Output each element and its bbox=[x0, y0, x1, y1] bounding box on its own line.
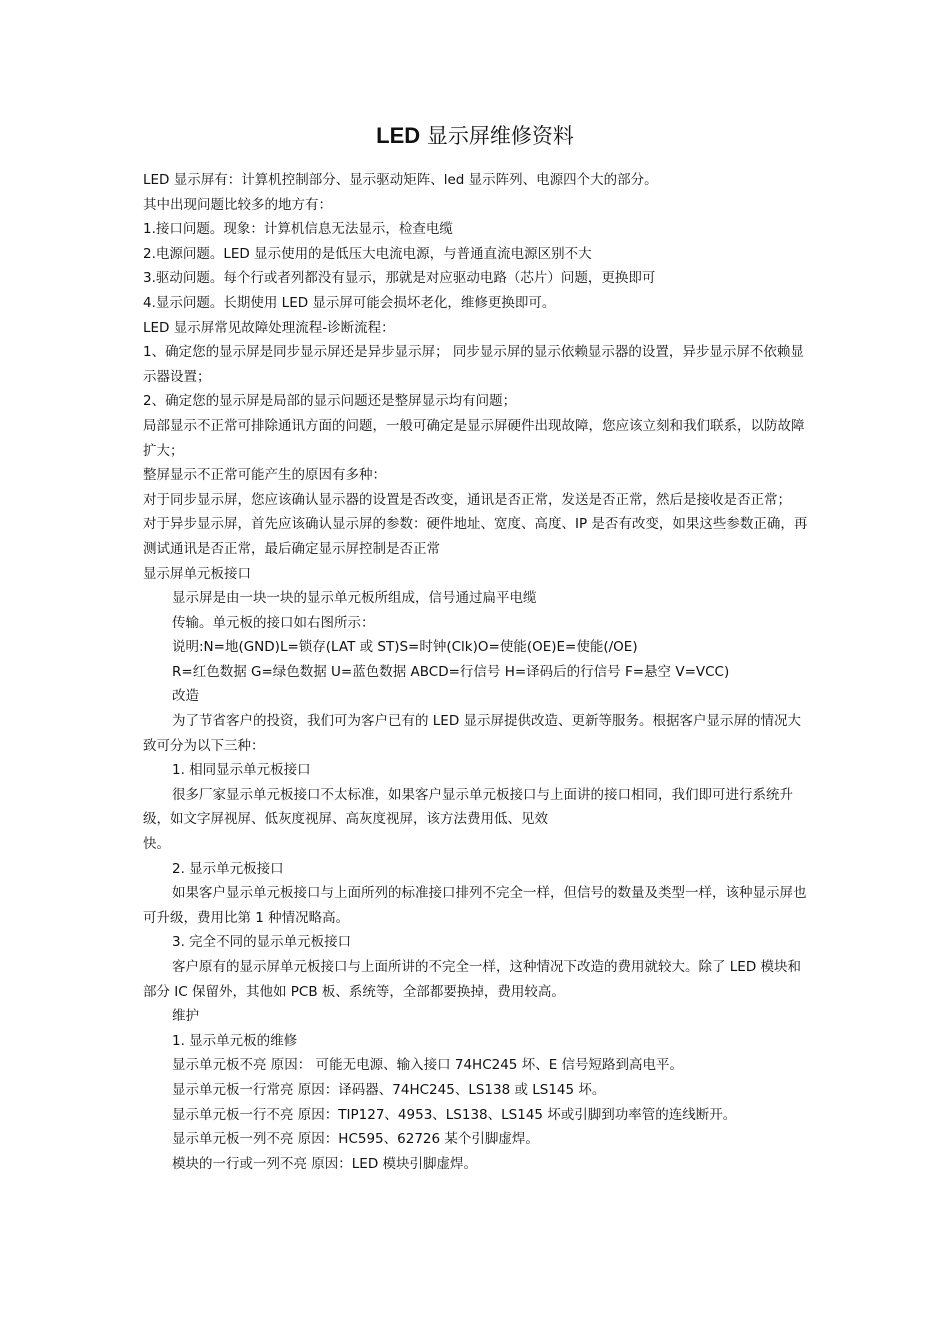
list-item-heading: 2. 显示单元板接口 bbox=[172, 860, 284, 877]
paragraph: 4.显示问题。长期使用 LED 显示屏可能会损坏老化，维修更换即可。 bbox=[143, 294, 556, 311]
paragraph: 如果客户显示单元板接口与上面所列的标准接口排列不完全一样，但信号的数量及类型一样，该种显示屏也可升级，费用比第 1 种情况略高。 bbox=[143, 885, 807, 926]
paragraph: 显示屏是由一块一块的显示单元板所组成，信号通过扁平电缆 bbox=[172, 590, 537, 607]
paragraph: 说明:N=地(GND)L=锁存(LAT 或 ST)S=时钟(Clk)O=使能(OE)E=使能(/OE) bbox=[172, 639, 638, 656]
paragraph: 模块的一行或一列不亮 原因：LED 模块引脚虚焊。 bbox=[172, 1155, 478, 1172]
title-latin: LED bbox=[376, 123, 421, 148]
paragraph: 2、确定您的显示屏是局部的显示问题还是整屏显示均有问题； bbox=[143, 393, 517, 410]
paragraph: 2.电源问题。LED 显示使用的是低压大电流电源，与普通直流电源区别不大 bbox=[143, 245, 592, 262]
paragraph: 其中出现问题比较多的地方有： bbox=[143, 196, 332, 213]
paragraph: 传输。单元板的接口如右图所示： bbox=[172, 614, 375, 631]
paragraph: 1、确定您的显示屏是同步显示屏还是异步显示屏； 同步显示屏的显示依赖显示器的设置，异步显示屏不依赖显示器设置； bbox=[143, 344, 804, 385]
list-item-heading: 1. 相同显示单元板接口 bbox=[172, 762, 311, 779]
paragraph: LED 显示屏常见故障处理流程-诊断流程： bbox=[143, 319, 395, 336]
list-item-heading: 3. 完全不同的显示单元板接口 bbox=[172, 934, 352, 951]
paragraph: 显示单元板一行不亮 原因：TIP127、4953、LS138、LS145 坏或引脚到功率管的连线断开。 bbox=[172, 1106, 737, 1123]
section-heading: 维护 bbox=[172, 1008, 199, 1025]
paragraph: 显示单元板一行常亮 原因：译码器、74HC245、LS138 或 LS145 坏。 bbox=[172, 1081, 606, 1098]
section-heading: 改造 bbox=[172, 688, 199, 705]
paragraph: 快。 bbox=[143, 836, 170, 853]
title-text: 显示屏维修资料 bbox=[420, 124, 574, 148]
document-title bbox=[0, 120, 950, 152]
paragraph: 1.接口问题。现象：计算机信息无法显示，检查电缆 bbox=[143, 221, 453, 238]
paragraph: LED 显示屏有：计算机控制部分、显示驱动矩阵、led 显示阵列、电源四个大的部分。 bbox=[143, 172, 658, 188]
list-item-heading: 1. 显示单元板的维修 bbox=[172, 1032, 298, 1049]
paragraph: 局部显示不正常可排除通讯方面的问题，一般可确定是显示屏硬件出现故障，您应该立刻和我们联系，以防故障扩大； bbox=[143, 417, 805, 459]
paragraph: 对于同步显示屏，您应该确认显示器的设置是否改变，通讯是否正常，发送是否正常，然后是接收是否正常； bbox=[143, 491, 791, 508]
document-body bbox=[143, 168, 811, 1176]
paragraph: 整屏显示不正常可能产生的原因有多种： bbox=[143, 467, 386, 484]
paragraph: 对于异步显示屏，首先应该确认显示屏的参数：硬件地址、宽度、高度、IP 是否有改变，如果这些参数正确，再测试通讯是否正常，最后确定显示屏控制是否正常 bbox=[143, 516, 808, 557]
paragraph: 显示单元板不亮 原因： 可能无电源、输入接口 74HC245 坏、E 信号短路到高电平。 bbox=[172, 1057, 684, 1074]
paragraph: 显示单元板一列不亮 原因：HC595、62726 某个引脚虚焊。 bbox=[172, 1131, 539, 1148]
paragraph: 客户原有的显示屏单元板接口与上面所讲的不完全一样，这种情况下改造的费用就较大。除了 LED 模块和部分 IC 保留外，其他如 PCB 板、系统等，全部都要换掉，费用较高。 bbox=[143, 959, 802, 1000]
paragraph: R=红色数据 G=绿色数据 U=蓝色数据 ABCD=行信号 H=译码后的行信号 F=悬空 V=VCC) bbox=[172, 663, 730, 680]
paragraph: 很多厂家显示单元板接口不太标准，如果客户显示单元板接口与上面讲的接口相同，我们即可进行系统升级，如文字屏视屏、低灰度视屏、高灰度视屏，该方法费用低、见效 bbox=[143, 786, 793, 828]
paragraph: 为了节省客户的投资，我们可为客户已有的 LED 显示屏提供改造、更新等服务。根据客户显示屏的情况大致可分为以下三种： bbox=[143, 713, 802, 754]
section-heading: 显示屏单元板接口 bbox=[143, 565, 251, 582]
paragraph: 3.驱动问题。每个行或者列都没有显示，那就是对应驱动电路（芯片）问题，更换即可 bbox=[143, 270, 656, 287]
